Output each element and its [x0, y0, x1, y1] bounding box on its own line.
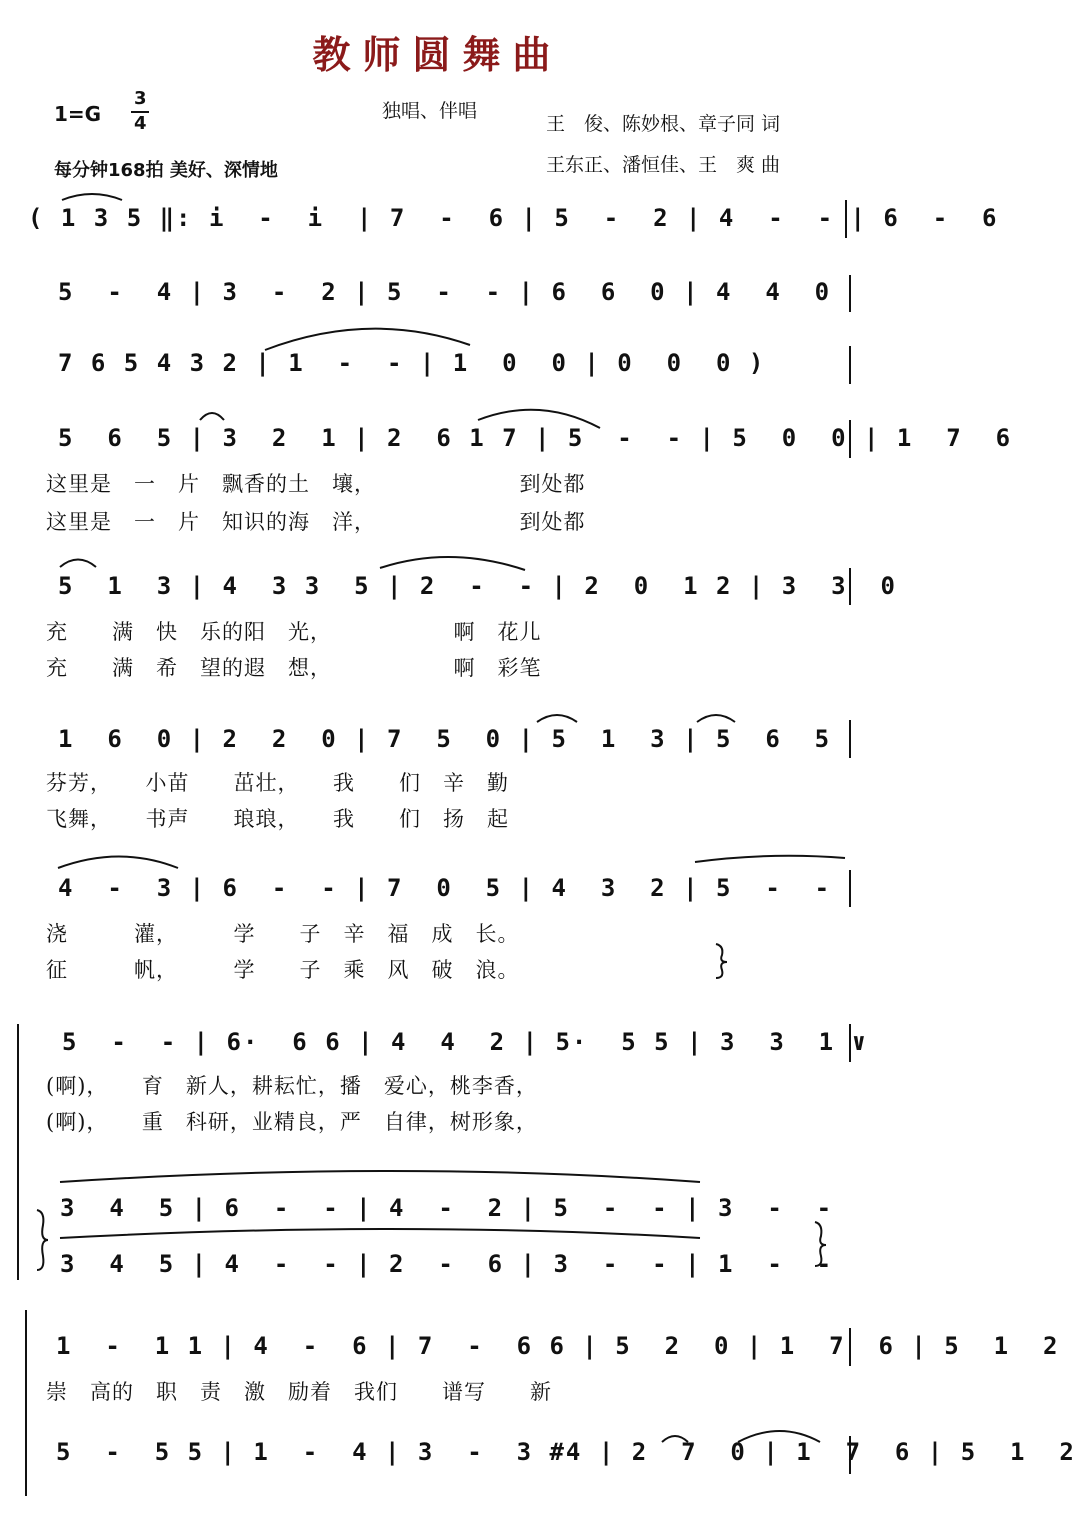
slur	[537, 715, 577, 722]
slur	[738, 1431, 820, 1442]
note-line: 1 - 1 1 | 4 - 6 | 7 - 6 6 | 5 2 0 | 1 7 6 | 5 1 2	[56, 1332, 1060, 1360]
slur	[265, 329, 470, 350]
key-signature: 1=G	[54, 102, 102, 126]
lyric-line: 飞舞， 书声 琅琅， 我 们 扬 起	[46, 807, 509, 831]
performance-note: 独唱、伴唱	[382, 100, 478, 122]
composer-credit: 王东正、潘恒佳、王 爽 曲	[546, 154, 781, 176]
note-line: 3 4 5 | 4 - - | 2 - 6 | 3 - - | 1 - -	[60, 1250, 834, 1278]
note-line: 7 6 5 4 3 2 | 1 - - | 1 0 0 | 0 0 0 )	[58, 349, 766, 377]
right-brace	[815, 1222, 826, 1266]
right-brace	[716, 944, 727, 978]
note-line: 5 - 5 5 | 1 - 4 | 3 - 3 #4 | 2 7 0 | 1 7 6 | 5 1 2	[56, 1438, 1076, 1466]
slur	[60, 1229, 700, 1238]
slur	[662, 1436, 688, 1442]
lyricist-credit: 王 俊、陈妙根、章子同 词	[546, 113, 781, 135]
slur	[200, 413, 224, 420]
slur	[60, 560, 96, 568]
note-line: 5 - - | 6· 6 6 | 4 4 2 | 5· 5 5 | 3 3 1 ∨	[62, 1028, 869, 1056]
note-line: 3 4 5 | 6 - - | 4 - 2 | 5 - - | 3 - -	[60, 1194, 834, 1222]
note-line: 5 6 5 | 3 2 1 | 2 6 1 7 | 5 - - | 5 0 0 | 1 7 6	[58, 424, 1013, 452]
note-line: 5 1 3 | 4 3 3 5 | 2 - - | 2 0 1 2 | 3 3 0	[58, 572, 897, 600]
lyric-line: 充 满 希 望的遐 想， 啊 彩笔	[46, 656, 542, 680]
lyric-line: 征 帆， 学 子 乘 风 破 浪。	[46, 958, 520, 982]
lyric-line: 这里是 一 片 知识的海 洋， 到处都	[46, 510, 586, 534]
slur	[697, 715, 735, 722]
lyric-line: 充 满 快 乐的阳 光， 啊 花儿	[46, 620, 542, 644]
barlines	[846, 200, 850, 1474]
song-title: 教师圆舞曲	[312, 32, 563, 77]
tempo-marking: 每分钟168拍 美好、深情地	[54, 160, 278, 181]
time-signature-top: 3	[134, 88, 147, 109]
time-signature-bottom: 4	[134, 113, 147, 134]
lyric-line: (啊)， 重 科研，业精良，严 自律，树形象，	[46, 1110, 538, 1134]
lyric-line: (啊)， 育 新人，耕耘忙，播 爱心，桃李香，	[46, 1074, 538, 1098]
slur	[695, 856, 845, 862]
note-line: 5 - 4 | 3 - 2 | 5 - - | 6 6 0 | 4 4 0	[58, 278, 832, 306]
slur	[478, 410, 600, 428]
slur	[60, 1171, 700, 1182]
lyric-line: 芬芳， 小苗 茁壮， 我 们 辛 勤	[46, 771, 509, 795]
lyric-line: 崇 高的 职 责 激 励着 我们 谱写 新	[46, 1380, 552, 1404]
note-line: 1 6 0 | 2 2 0 | 7 5 0 | 5 1 3 | 5 6 5	[58, 725, 832, 753]
slur	[62, 194, 122, 200]
lyric-line: 浇 灌， 学 子 辛 福 成 长。	[46, 922, 520, 946]
lyric-line: 这里是 一 片 飘香的土 壤， 到处都	[46, 472, 586, 496]
slur	[380, 557, 525, 570]
note-line: 4 - 3 | 6 - - | 7 0 5 | 4 3 2 | 5 - -	[58, 874, 832, 902]
slur	[58, 857, 178, 869]
left-brace	[37, 1210, 48, 1270]
note-line: ( 1 3 5 ‖: i - i | 7 - 6 | 5 - 2 | 4 - - | 6 - 6	[28, 204, 999, 232]
